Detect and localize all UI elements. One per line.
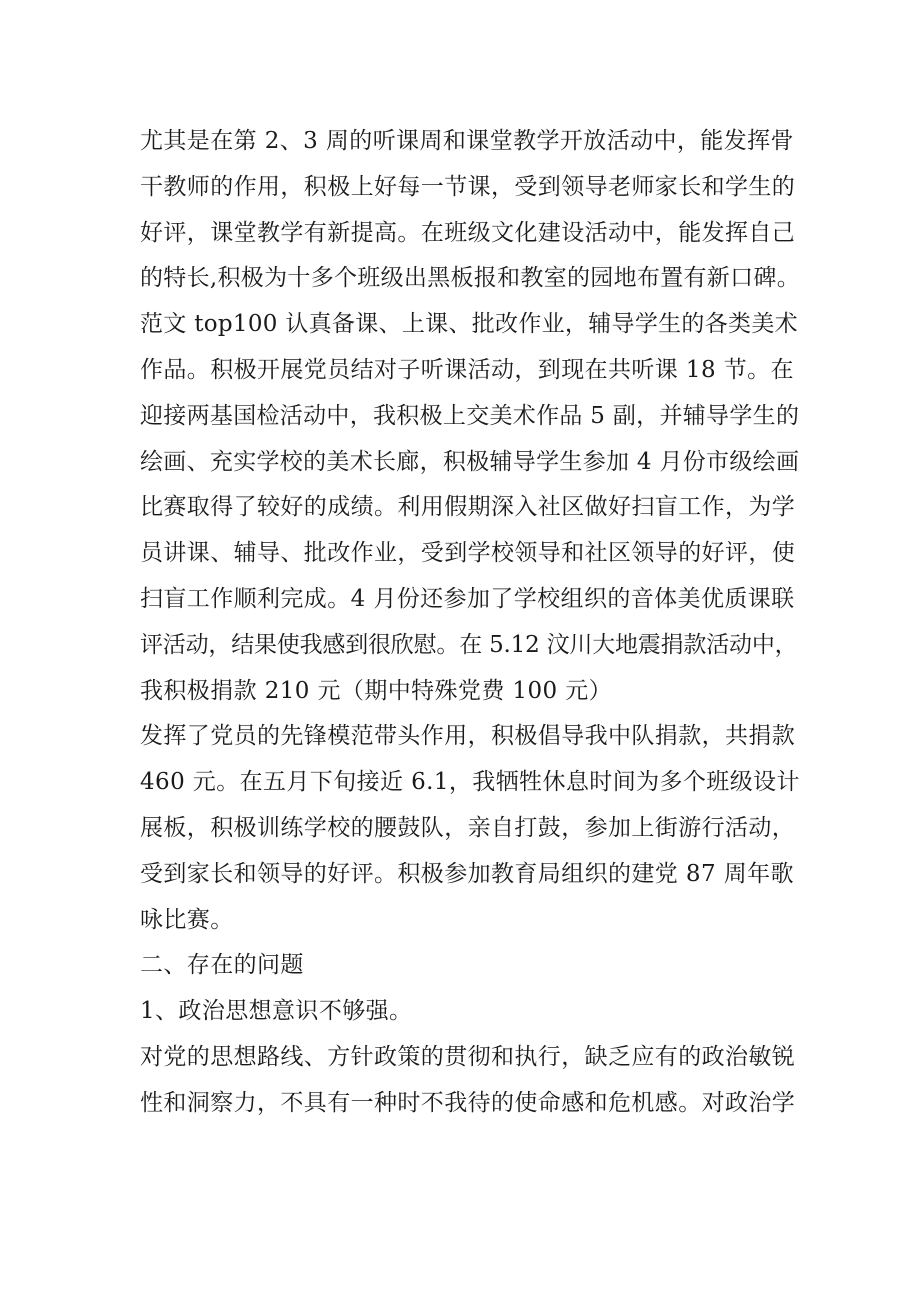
text-line: 展板，积极训练学校的腰鼓队，亲自打鼓，参加上街游行活动， [140,814,796,841]
text-line: 我积极捐款 210 元（期中特殊党费 100 元） [140,677,613,704]
text-line: 受到家长和领导的好评。积极参加教育局组织的建党 87 周年歌 [140,860,794,887]
text-line: 迎接两基国检活动中，我积极上交美术作品 5 副，并辅导学生的 [140,402,800,429]
text-line: 发挥了党员的先锋模范带头作用，积极倡导我中队捐款，共捐款 [140,723,796,750]
section-heading: 二、存在的问题 [140,952,304,979]
text-line: 范文 top100 认真备课、上课、批改作业，辅导学生的各类美术 [140,311,798,338]
text-line: 扫盲工作顺利完成。4 月份还参加了学校组织的音体美优质课联 [140,585,795,612]
text-line: 干教师的作用，积极上好每一节课，受到领导老师家长和学生的 [140,173,796,200]
text-line: 性和洞察力，不具有一种时不我待的使命感和危机感。对政治学 [140,1089,796,1116]
text-line: 评活动，结果使我感到很欣慰。在 5.12 汶川大地震捐款活动中， [140,631,798,658]
document-body [140,119,800,1127]
text-line: 对党的思想路线、方针政策的贯彻和执行，缺乏应有的政治敏锐 [140,1043,796,1070]
text-line: 好评，课堂教学有新提高。在班级文化建设活动中，能发挥自己 [140,219,796,246]
text-line: 员讲课、辅导、批改作业，受到学校领导和社区领导的好评，使 [140,540,796,567]
text-line: 的特长,积极为十多个班级出黑板报和教室的园地布置有新口碑。 [140,265,801,292]
text-line: 比赛取得了较好的成绩。利用假期深入社区做好扫盲工作，为学 [140,494,796,521]
text-line: 绘画、充实学校的美术长廊，积极辅导学生参加 4 月份市级绘画 [140,448,800,475]
subsection-heading: 1、政治思想意识不够强。 [140,998,413,1025]
text-line: 咏比赛。 [140,906,234,933]
text-line: 作品。积极开展党员结对子听课活动，到现在共听课 18 节。在 [140,356,794,383]
text-line: 460 元。在五月下旬接近 6.1，我牺牲休息时间为多个班级设计 [140,769,800,796]
text-line: 尤其是在第 2、3 周的听课周和课堂教学开放活动中，能发挥骨 [140,128,794,154]
